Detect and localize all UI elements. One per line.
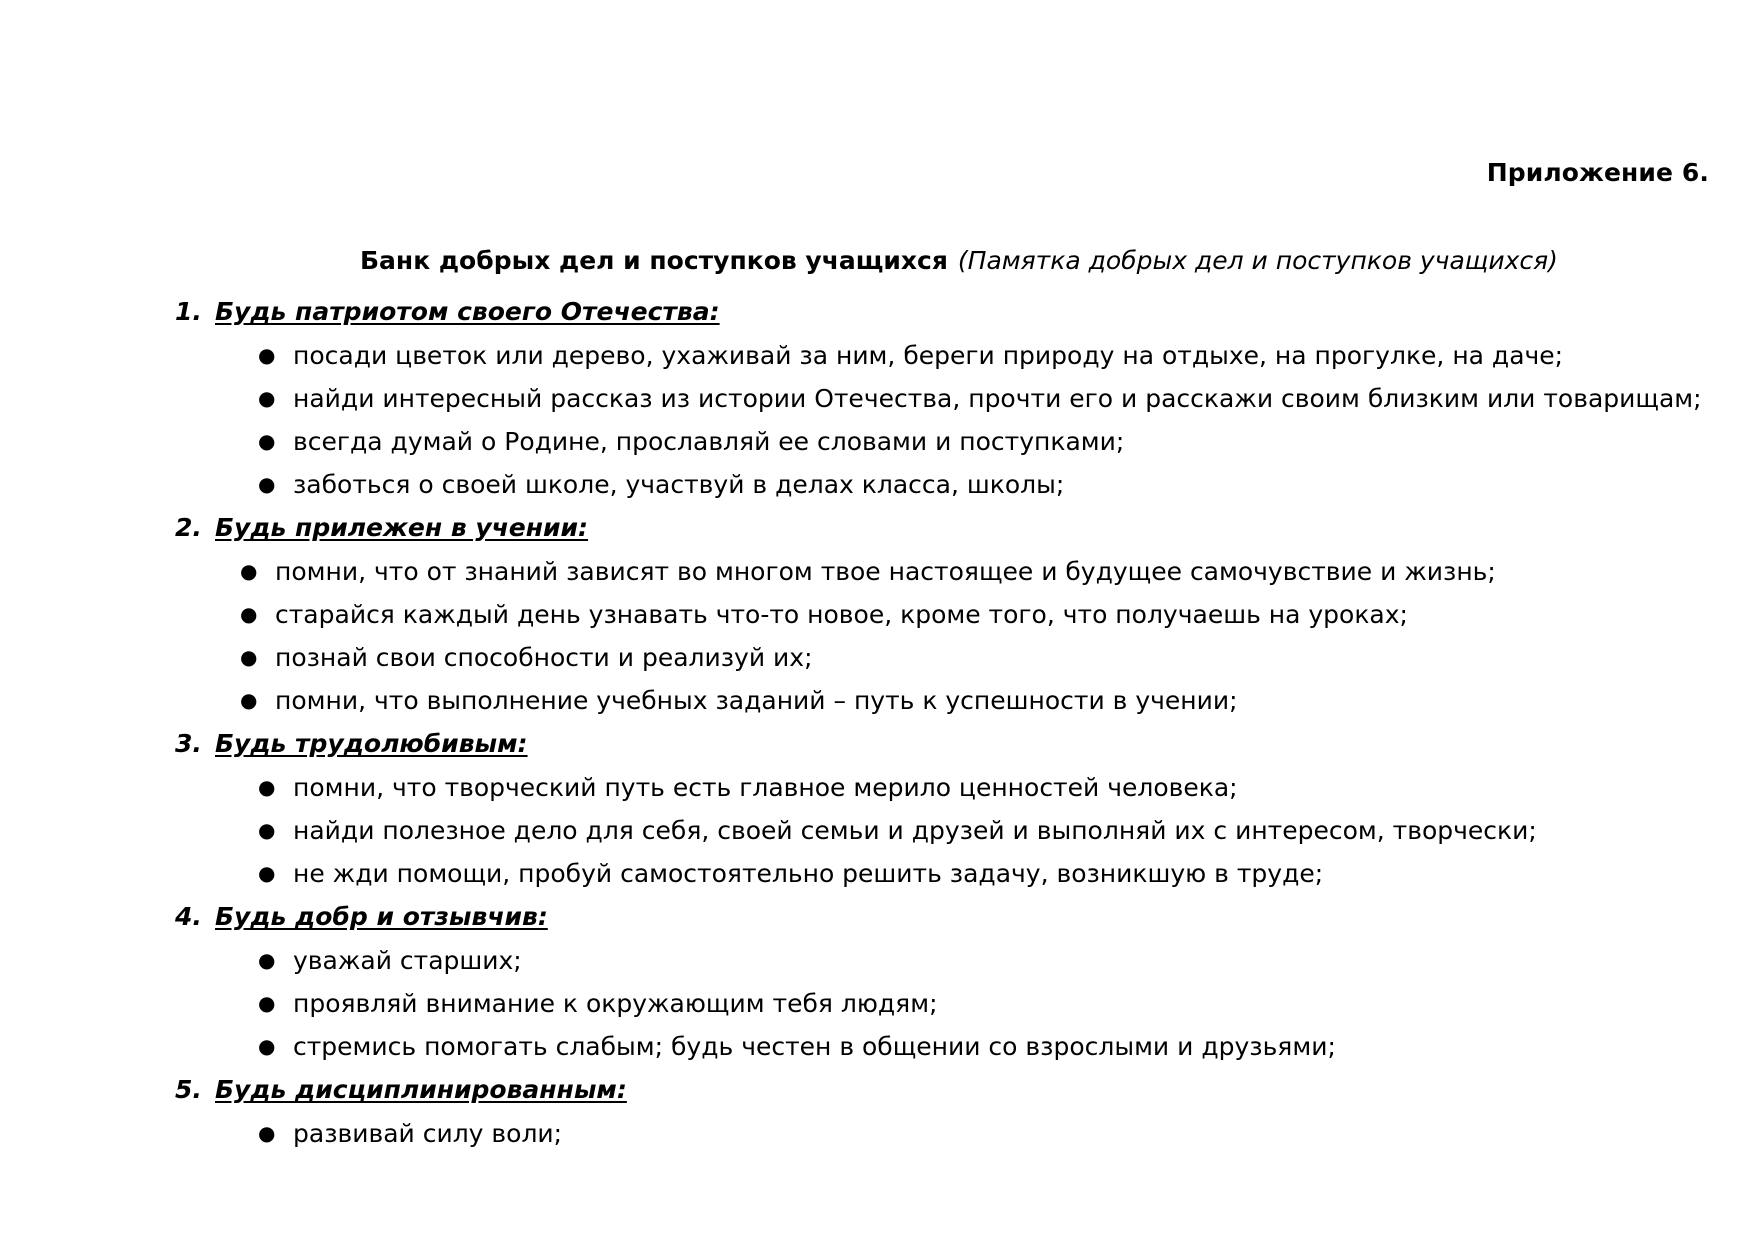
list-item: [0, 420, 1754, 463]
list-section: [0, 506, 1754, 722]
list-item-text: познай свои способности и реализуй их;: [275, 643, 813, 672]
list-item: [0, 766, 1754, 809]
bullet-list: [0, 334, 1754, 506]
list-item-text: найди полезное дело для себя, своей семьи и друзей и выполняй их с интересом, творчески;: [293, 816, 1537, 845]
list-item: [0, 679, 1754, 722]
list-item: [0, 636, 1754, 679]
bullet-point-icon: ●: [240, 559, 258, 583]
section-number: 5.: [175, 1075, 202, 1104]
document-body: [0, 290, 1754, 1155]
list-item-text: всегда думай о Родине, прославляй ее словами и поступками;: [293, 427, 1125, 456]
section-number: 4.: [175, 902, 202, 931]
list-item: [0, 939, 1754, 982]
list-section: [0, 895, 1754, 1068]
list-item-text: помни, что от знаний зависят во многом твое настоящее и будущее самочувствие и жизнь;: [275, 557, 1496, 586]
list-item: [0, 334, 1754, 377]
list-item-text: помни, что творческий путь есть главное мерило ценностей человека;: [293, 773, 1238, 802]
section-heading: [0, 290, 1754, 334]
bullet-point-icon: ●: [258, 948, 276, 972]
section-number: 2.: [175, 513, 202, 542]
bullet-point-icon: ●: [258, 429, 276, 453]
list-item: [0, 852, 1754, 895]
bullet-point-icon: ●: [258, 991, 276, 1015]
section-heading: [0, 895, 1754, 939]
bullet-point-icon: ●: [240, 645, 258, 669]
bullet-point-icon: ●: [258, 343, 276, 367]
section-heading-text: Будь трудолюбивым:: [215, 729, 528, 758]
section-number: 1.: [175, 297, 202, 326]
list-section: [0, 1068, 1754, 1155]
list-item-text: проявляй внимание к окружающим тебя людям;: [293, 989, 938, 1018]
list-item-text: развивай силу воли;: [293, 1119, 563, 1148]
list-item: [0, 1025, 1754, 1068]
section-heading: [0, 722, 1754, 766]
section-number: 3.: [175, 729, 202, 758]
bullet-point-icon: ●: [240, 602, 258, 626]
list-section: [0, 722, 1754, 895]
bullet-point-icon: ●: [240, 688, 258, 712]
bullet-list: [0, 1112, 1754, 1155]
list-item: [0, 809, 1754, 852]
bullet-point-icon: ●: [258, 1121, 276, 1145]
section-heading-text: Будь дисциплинированным:: [215, 1075, 627, 1104]
list-item: [0, 1112, 1754, 1155]
list-item: [0, 377, 1754, 420]
page-title-main: Банк добрых дел и поступков учащихся: [360, 246, 948, 275]
list-item-text: старайся каждый день узнавать что-то новое, кроме того, что получаешь на уроках;: [275, 600, 1408, 629]
appendix-label: Приложение 6.: [1486, 158, 1709, 187]
list-item-text: найди интересный рассказ из истории Отечества, прочти его и расскажи своим близким или товарищам;: [293, 384, 1702, 413]
bullet-list: [0, 766, 1754, 895]
bullet-point-icon: ●: [258, 818, 276, 842]
list-item: [0, 463, 1754, 506]
list-item-text: заботься о своей школе, участвуй в делах класса, школы;: [293, 470, 1065, 499]
section-heading-text: Будь добр и отзывчив:: [215, 902, 548, 931]
bullet-point-icon: ●: [258, 1034, 276, 1058]
list-item: [0, 550, 1754, 593]
section-heading-text: Будь прилежен в учении:: [215, 513, 589, 542]
bullet-list: [0, 550, 1754, 722]
list-item: [0, 593, 1754, 636]
list-item-text: уважай старших;: [293, 946, 522, 975]
section-heading: [0, 1068, 1754, 1112]
bullet-point-icon: ●: [258, 861, 276, 885]
list-item-text: помни, что выполнение учебных заданий – путь к успешности в учении;: [275, 686, 1238, 715]
bullet-point-icon: ●: [258, 775, 276, 799]
list-item-text: не жди помощи, пробуй самостоятельно решить задачу, возникшую в труде;: [293, 859, 1324, 888]
page-title: [360, 247, 1558, 275]
list-section: [0, 290, 1754, 506]
section-heading: [0, 506, 1754, 550]
bullet-list: [0, 939, 1754, 1068]
list-item-text: стремись помогать слабым; будь честен в общении со взрослыми и друзьями;: [293, 1032, 1336, 1061]
section-heading-text: Будь патриотом своего Отечества:: [215, 297, 720, 326]
bullet-point-icon: ●: [258, 472, 276, 496]
page-title-parenthetical: (Памятка добрых дел и поступков учащихся): [957, 246, 1558, 275]
list-item: [0, 982, 1754, 1025]
list-item-text: посади цветок или дерево, ухаживай за ним, береги природу на отдыхе, на прогулке, на даче;: [293, 341, 1564, 370]
bullet-point-icon: ●: [258, 386, 276, 410]
